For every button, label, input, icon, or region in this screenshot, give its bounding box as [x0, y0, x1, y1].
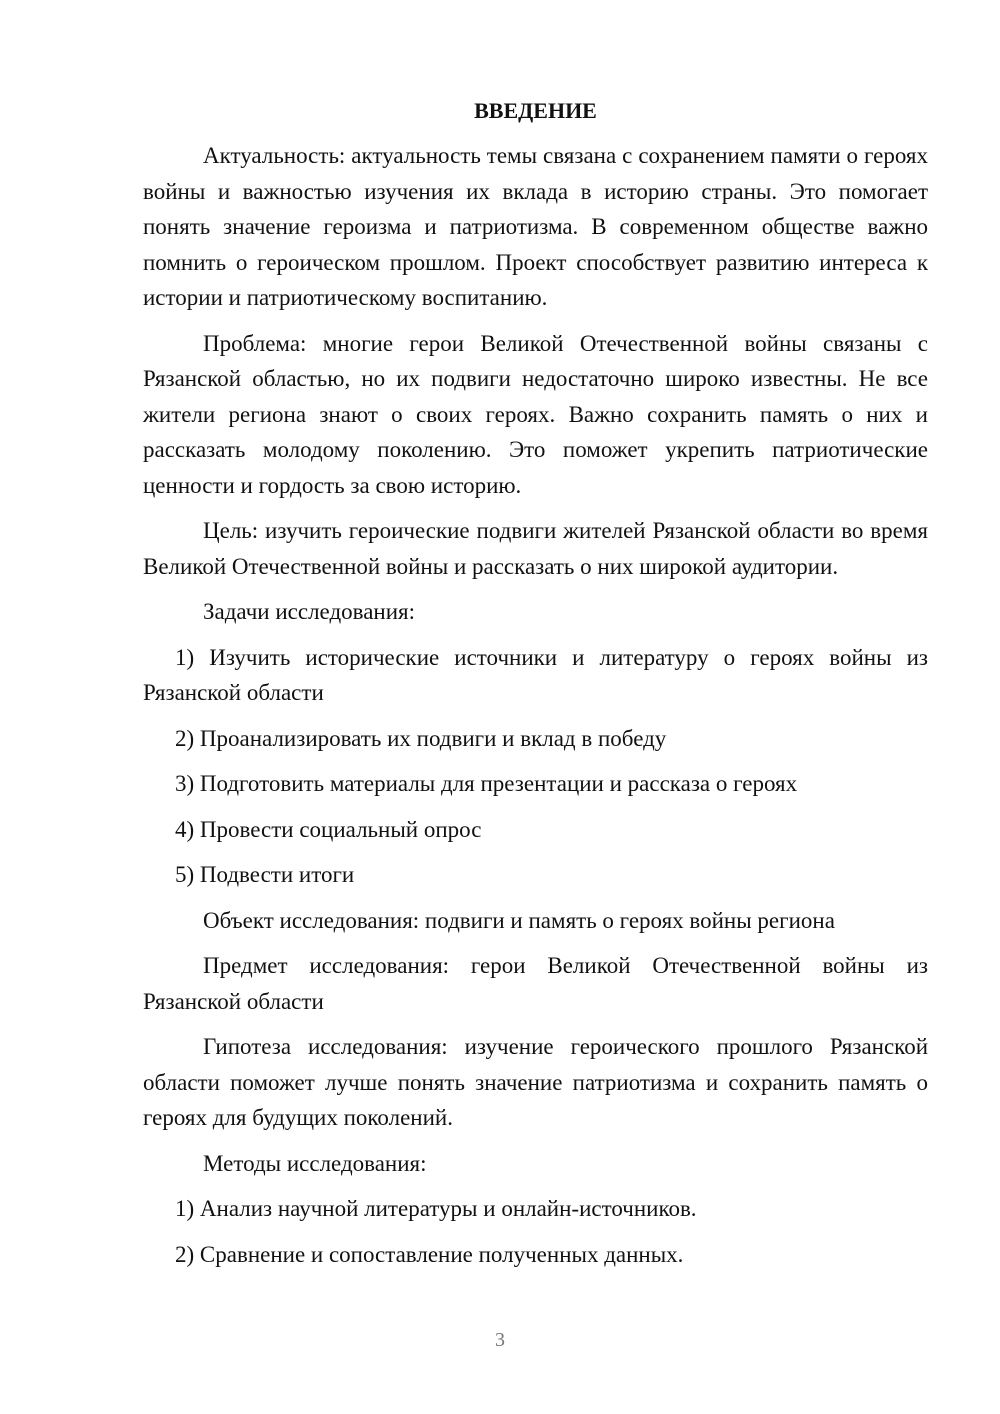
methods-label: Методы исследования:: [203, 1150, 427, 1176]
tasks-label: Задачи исследования:: [203, 599, 416, 624]
list-item: 1) Анализ научной литературы и онлайн-источников.: [175, 1196, 697, 1221]
problem-paragraph: Проблема: многие герои Великой Отечественной войны связаны с Рязанской областью, но их подвиги недостаточно широко известны. Не все жители региона знают о своих героях. Важно сохранить память о них и рассказать молодому поколению. Это поможет укрепить патриотические ценности и гордость за свою историю.: [143, 330, 928, 498]
goal-paragraph: Цель: изучить героические подвиги жителей Рязанской области во время Великой Отечественной войны и рассказать о них широкой аудитории.: [143, 518, 928, 579]
list-item: 5) Подвести итоги: [175, 862, 355, 887]
document-page: [143, 93, 928, 1282]
list-item: 4) Провести социальный опрос: [175, 816, 482, 842]
relevance-paragraph: Актуальность: актуальность темы связана с сохранением памяти о героях войны и важностью изучения их вклада в историю страны. Это помогает понять значение героизма и патриотизма. В современном обществе важно помнить о героическом прошлом. Проект способствует развитию интереса к истории и патриотическому воспитанию.: [143, 143, 928, 310]
list-item: 1) Изучить исторические источники и литературу о героях войны из Рязанской области: [143, 644, 928, 705]
tasks-list: [143, 640, 928, 893]
object-paragraph: Объект исследования: подвиги и память о героях войны региона: [203, 907, 835, 933]
list-item: 2) Сравнение и сопоставление полученных данных.: [175, 1241, 684, 1267]
hypothesis-paragraph: Гипотеза исследования: изучение героического прошлого Рязанской области поможет лучше понять значение патриотизма и сохранить память о героях для будущих поколений.: [143, 1034, 928, 1130]
section-title: ВВЕДЕНИЕ: [474, 98, 597, 123]
page-number: 3: [495, 1329, 505, 1351]
methods-list: [143, 1191, 928, 1272]
list-item: 2) Проанализировать их подвиги и вклад в победу: [175, 725, 667, 751]
list-item: 3) Подготовить материалы для презентации и рассказа о героях: [175, 771, 798, 796]
subject-paragraph: Предмет исследования: герои Великой Отечественной войны из Рязанской области: [143, 953, 928, 1014]
